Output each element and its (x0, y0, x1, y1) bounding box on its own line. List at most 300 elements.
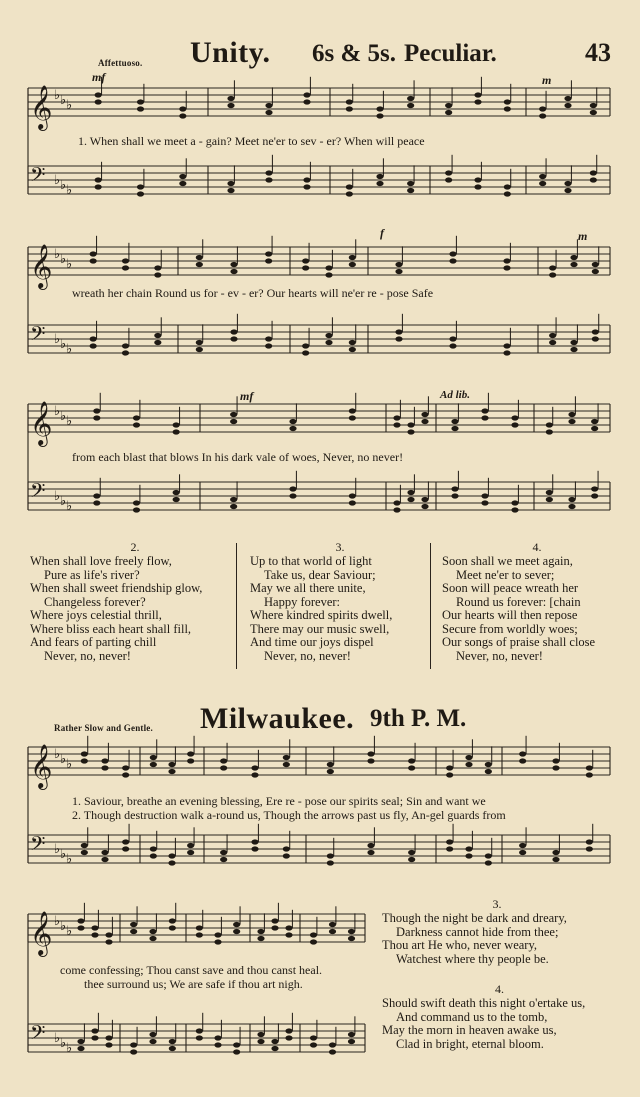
note-head (407, 422, 414, 427)
note-head (446, 772, 453, 777)
note-head (474, 177, 481, 182)
verse-line: Meet ne'er to sever; (456, 567, 555, 582)
flat-icon: ♭ (54, 747, 61, 763)
verse-line: Up to that world of light (250, 554, 372, 568)
note-head (449, 336, 456, 341)
note-head (302, 343, 309, 348)
note-head (485, 860, 492, 865)
note-head (407, 181, 414, 186)
note-head (81, 758, 88, 763)
note-head (95, 92, 102, 97)
bass-clef-icon: 𝄢 (30, 832, 46, 860)
verse-line: Watchest where thy people be. (396, 951, 549, 966)
note-head (407, 429, 414, 434)
flat-icon: ♭ (66, 257, 73, 272)
verse-number: 3. (335, 540, 345, 554)
note-head (196, 255, 203, 260)
note-head (196, 262, 203, 267)
note-head (591, 426, 598, 431)
note-head (93, 415, 100, 420)
note-head (168, 762, 175, 767)
dynamic-mezzo: m (542, 73, 552, 87)
lyric-line: come confessing; Thou canst save and thou canst heal. (60, 963, 323, 977)
note-head (310, 939, 317, 944)
note-head (481, 493, 488, 498)
note-head (283, 853, 290, 858)
flat-icon: ♭ (54, 842, 61, 858)
flat-icon: ♭ (60, 919, 67, 935)
note-head (130, 1049, 137, 1054)
column-divider (430, 543, 431, 669)
note-head (408, 850, 415, 855)
note-head (421, 504, 428, 509)
note-head (168, 769, 175, 774)
note-head (465, 846, 472, 851)
note-head (445, 110, 452, 115)
note-head (570, 255, 577, 260)
note-head (265, 110, 272, 115)
column-divider (236, 543, 237, 669)
note-head (376, 106, 383, 111)
note-head (93, 500, 100, 505)
note-head (90, 258, 97, 263)
lyric-line: 2. Though destruction walk a-round us, Though the arrows past us fly, An-gel guards from (72, 808, 506, 822)
note-head (220, 765, 227, 770)
note-head (310, 1035, 317, 1040)
note-head (150, 762, 157, 767)
treble-clef-icon: 𝄞 (30, 744, 53, 788)
note-head (349, 493, 356, 498)
note-head (310, 932, 317, 937)
note-head (90, 336, 97, 341)
note-head (504, 99, 511, 104)
note-head (154, 265, 161, 270)
note-head (302, 258, 309, 263)
hymn-title: Milwaukee. (200, 702, 355, 735)
note-head (214, 939, 221, 944)
note-head (552, 758, 559, 763)
note-head (285, 932, 292, 937)
note-head (101, 857, 108, 862)
note-head (325, 265, 332, 270)
note-head (230, 412, 237, 417)
note-head (445, 103, 452, 108)
note-head (122, 350, 129, 355)
verse-3 (250, 540, 430, 663)
note-head (485, 769, 492, 774)
note-head (196, 340, 203, 345)
flat-icon: ♭ (54, 247, 61, 263)
verse-line: Though the night be dark and dreary, (382, 911, 567, 925)
note-head (325, 340, 332, 345)
lyric-line: 1. When shall we meet a - gain? Meet ne'er to sev - er? When will peace (78, 134, 425, 148)
note-head (154, 333, 161, 338)
note-head (105, 932, 112, 937)
verse-line: May the morn in heaven awake us, (382, 1023, 557, 1037)
note-head (421, 412, 428, 417)
note-head (81, 850, 88, 855)
verse-line: Round us forever: [chain (456, 594, 581, 609)
flat-icon: ♭ (54, 88, 61, 104)
note-head (549, 340, 556, 345)
note-head (105, 1042, 112, 1047)
note-head (539, 106, 546, 111)
note-head (122, 265, 129, 270)
note-head (407, 497, 414, 502)
note-head (149, 1032, 156, 1037)
verse-line: May we all there unite, (250, 581, 366, 595)
note-head (539, 174, 546, 179)
note-head (122, 846, 129, 851)
note-head (101, 850, 108, 855)
note-head (407, 103, 414, 108)
flat-icon: ♭ (66, 852, 73, 867)
note-head (449, 343, 456, 348)
note-head (169, 1046, 176, 1051)
note-head (227, 181, 234, 186)
note-head (446, 846, 453, 851)
note-head (346, 191, 353, 196)
note-head (303, 99, 310, 104)
note-head (503, 350, 510, 355)
note-head (91, 1035, 98, 1040)
treble-clef-icon: 𝄞 (30, 85, 53, 129)
tempo-marking: Affettuoso. (98, 58, 143, 68)
note-head (271, 1046, 278, 1051)
verse-2 (30, 540, 230, 663)
note-head (289, 493, 296, 498)
note-head (81, 751, 88, 756)
note-head (95, 184, 102, 189)
note-head (329, 1049, 336, 1054)
note-head (173, 490, 180, 495)
note-head (367, 751, 374, 756)
dynamic-forte: f (380, 226, 384, 240)
note-head (511, 415, 518, 420)
verse-line: Where joys celestial thrill, (30, 608, 162, 622)
note-head (90, 343, 97, 348)
note-head (173, 422, 180, 427)
note-head (196, 347, 203, 352)
note-head (546, 429, 553, 434)
note-head (451, 486, 458, 491)
note-head (327, 762, 334, 767)
dynamic-mezzo: m (578, 229, 588, 243)
flat-icon: ♭ (66, 342, 73, 357)
flat-icon: ♭ (60, 93, 67, 109)
note-head (289, 486, 296, 491)
note-head (376, 181, 383, 186)
note-head (230, 497, 237, 502)
note-head (327, 769, 334, 774)
treble-clef-icon: 𝄞 (30, 401, 53, 445)
verse-number: 2. (130, 540, 140, 554)
note-head (511, 500, 518, 505)
note-head (230, 269, 237, 274)
note-head (130, 922, 137, 927)
note-head (105, 1035, 112, 1040)
note-head (154, 272, 161, 277)
note-head (546, 497, 553, 502)
note-head (451, 419, 458, 424)
bass-clef-icon: 𝄢 (30, 322, 46, 350)
note-head (481, 408, 488, 413)
note-head (546, 490, 553, 495)
note-head (265, 343, 272, 348)
note-head (130, 929, 137, 934)
note-head (465, 853, 472, 858)
note-head (220, 857, 227, 862)
note-head (91, 932, 98, 937)
note-head (376, 113, 383, 118)
note-head (552, 857, 559, 862)
note-head (196, 1028, 203, 1033)
note-head (233, 922, 240, 927)
note-head (519, 758, 526, 763)
note-head (408, 758, 415, 763)
page-number: 43 (585, 38, 611, 67)
note-head (327, 853, 334, 858)
flat-icon: ♭ (54, 332, 61, 348)
note-head (327, 860, 334, 865)
note-head (592, 336, 599, 341)
note-head (504, 184, 511, 189)
note-head (451, 493, 458, 498)
note-head (590, 103, 597, 108)
verse-line: Never, no, never! (456, 648, 543, 663)
note-head (504, 106, 511, 111)
note-head (101, 765, 108, 770)
note-head (586, 839, 593, 844)
note-head (568, 504, 575, 509)
note-head (271, 1039, 278, 1044)
note-head (395, 336, 402, 341)
verse-number: 4. (495, 982, 504, 996)
note-head (519, 850, 526, 855)
flat-icon: ♭ (60, 178, 67, 194)
note-head (367, 758, 374, 763)
note-head (590, 110, 597, 115)
flat-icon: ♭ (66, 924, 73, 939)
note-head (81, 843, 88, 848)
note-head (348, 1032, 355, 1037)
note-head (101, 758, 108, 763)
note-head (570, 347, 577, 352)
note-head (289, 426, 296, 431)
flat-icon: ♭ (60, 337, 67, 353)
note-head (265, 103, 272, 108)
note-head (95, 177, 102, 182)
hymn-meter: 9th P. M. (370, 705, 467, 732)
note-head (251, 839, 258, 844)
note-head (137, 191, 144, 196)
note-head (220, 850, 227, 855)
note-head (187, 758, 194, 763)
tempo-marking: Rather Slow and Gentle. (54, 723, 153, 733)
note-head (227, 96, 234, 101)
note-head (289, 419, 296, 424)
note-head (474, 92, 481, 97)
note-head (549, 265, 556, 270)
note-head (591, 493, 598, 498)
note-head (590, 177, 597, 182)
note-head (91, 925, 98, 930)
note-head (591, 419, 598, 424)
verse-line: Where kindred spirits dwell, (250, 608, 393, 622)
note-head (168, 860, 175, 865)
note-head (265, 170, 272, 175)
note-head (150, 853, 157, 858)
dynamic-mezzo-forte: mf (240, 389, 254, 403)
note-head (257, 1039, 264, 1044)
note-head (150, 846, 157, 851)
note-head (349, 415, 356, 420)
flat-icon: ♭ (66, 98, 73, 113)
flat-icon: ♭ (66, 414, 73, 429)
note-head (77, 925, 84, 930)
verse-number: 4. (532, 540, 542, 554)
note-head (485, 762, 492, 767)
note-head (446, 839, 453, 844)
flat-icon: ♭ (60, 409, 67, 425)
treble-clef-icon: 𝄞 (30, 911, 53, 955)
note-head (325, 333, 332, 338)
verse-line: Our songs of praise shall close (442, 635, 596, 649)
verse-number: 3. (492, 897, 502, 911)
note-head (173, 497, 180, 502)
note-head (539, 113, 546, 118)
note-head (257, 936, 264, 941)
verse-line: Happy forever: (264, 594, 341, 609)
note-head (465, 762, 472, 767)
verse-line: And fears of parting chill (30, 635, 157, 649)
note-head (214, 1042, 221, 1047)
note-head (196, 1035, 203, 1040)
note-head (283, 762, 290, 767)
note-head (302, 265, 309, 270)
note-head (367, 850, 374, 855)
note-head (149, 1039, 156, 1044)
note-head (348, 1039, 355, 1044)
note-head (95, 99, 102, 104)
note-head (570, 340, 577, 345)
note-head (474, 99, 481, 104)
verse-4 (382, 982, 637, 1051)
note-head (214, 1035, 221, 1040)
note-head (349, 262, 356, 267)
note-head (233, 1049, 240, 1054)
note-head (407, 490, 414, 495)
note-head (173, 429, 180, 434)
note-head (349, 408, 356, 413)
note-head (348, 936, 355, 941)
note-head (179, 181, 186, 186)
verse-line: And time our joys dispel (250, 635, 374, 649)
treble-clef-icon: 𝄞 (30, 244, 53, 288)
note-head (393, 422, 400, 427)
flat-icon: ♭ (66, 757, 73, 772)
note-head (568, 497, 575, 502)
verse-line: Take us, dear Saviour; (264, 567, 376, 582)
note-head (230, 504, 237, 509)
note-head (130, 1042, 137, 1047)
verse-line: Secure from worldly woes; (442, 621, 578, 636)
flat-icon: ♭ (54, 173, 61, 189)
note-head (504, 191, 511, 196)
note-head (421, 419, 428, 424)
note-head (449, 251, 456, 256)
note-head (265, 258, 272, 263)
note-head (169, 925, 176, 930)
note-head (519, 843, 526, 848)
note-head (303, 177, 310, 182)
note-head (445, 177, 452, 182)
note-head (349, 347, 356, 352)
note-head (592, 329, 599, 334)
flat-icon: ♭ (54, 489, 61, 505)
verse-line: There may our music swell, (250, 621, 390, 636)
note-head (77, 918, 84, 923)
note-head (395, 329, 402, 334)
hymn-meter: 6s & 5s. (312, 40, 397, 67)
note-head (230, 419, 237, 424)
note-head (265, 336, 272, 341)
note-head (570, 262, 577, 267)
note-head (179, 106, 186, 111)
note-head (169, 1039, 176, 1044)
note-head (214, 932, 221, 937)
note-head (346, 106, 353, 111)
note-head (137, 99, 144, 104)
note-head (154, 340, 161, 345)
note-head (367, 843, 374, 848)
verse-line: When shall sweet friendship glow, (30, 581, 203, 595)
note-head (285, 1035, 292, 1040)
lyric-line: 1. Saviour, breathe an evening blessing, Ere re - pose our spirits seal; Sin and want we (72, 794, 486, 808)
lyric-line: thee surround us; We are safe if thou art nigh. (84, 977, 303, 991)
note-head (511, 422, 518, 427)
verse-line: Changeless forever? (44, 594, 146, 609)
note-head (93, 408, 100, 413)
note-head (133, 507, 140, 512)
verse-line: Darkness cannot hide from thee; (396, 924, 559, 939)
flat-icon: ♭ (66, 183, 73, 198)
verse-line: Our hearts will then repose (442, 608, 578, 622)
note-head (251, 846, 258, 851)
note-head (91, 1028, 98, 1033)
hymn-title: Unity. (190, 36, 271, 69)
note-head (564, 188, 571, 193)
lyric-line: wreath her chain Round us for - ev - er? Our hearts will ne'er re - pose Safe (72, 286, 434, 300)
note-head (552, 850, 559, 855)
note-head (168, 853, 175, 858)
note-head (196, 925, 203, 930)
note-head (329, 922, 336, 927)
note-head (329, 1042, 336, 1047)
note-head (376, 174, 383, 179)
flat-icon: ♭ (60, 847, 67, 863)
note-head (233, 929, 240, 934)
note-head (271, 925, 278, 930)
note-head (564, 96, 571, 101)
note-head (519, 751, 526, 756)
note-head (481, 415, 488, 420)
note-head (90, 251, 97, 256)
note-head (187, 850, 194, 855)
note-head (586, 846, 593, 851)
note-head (233, 1042, 240, 1047)
flat-icon: ♭ (54, 404, 61, 420)
